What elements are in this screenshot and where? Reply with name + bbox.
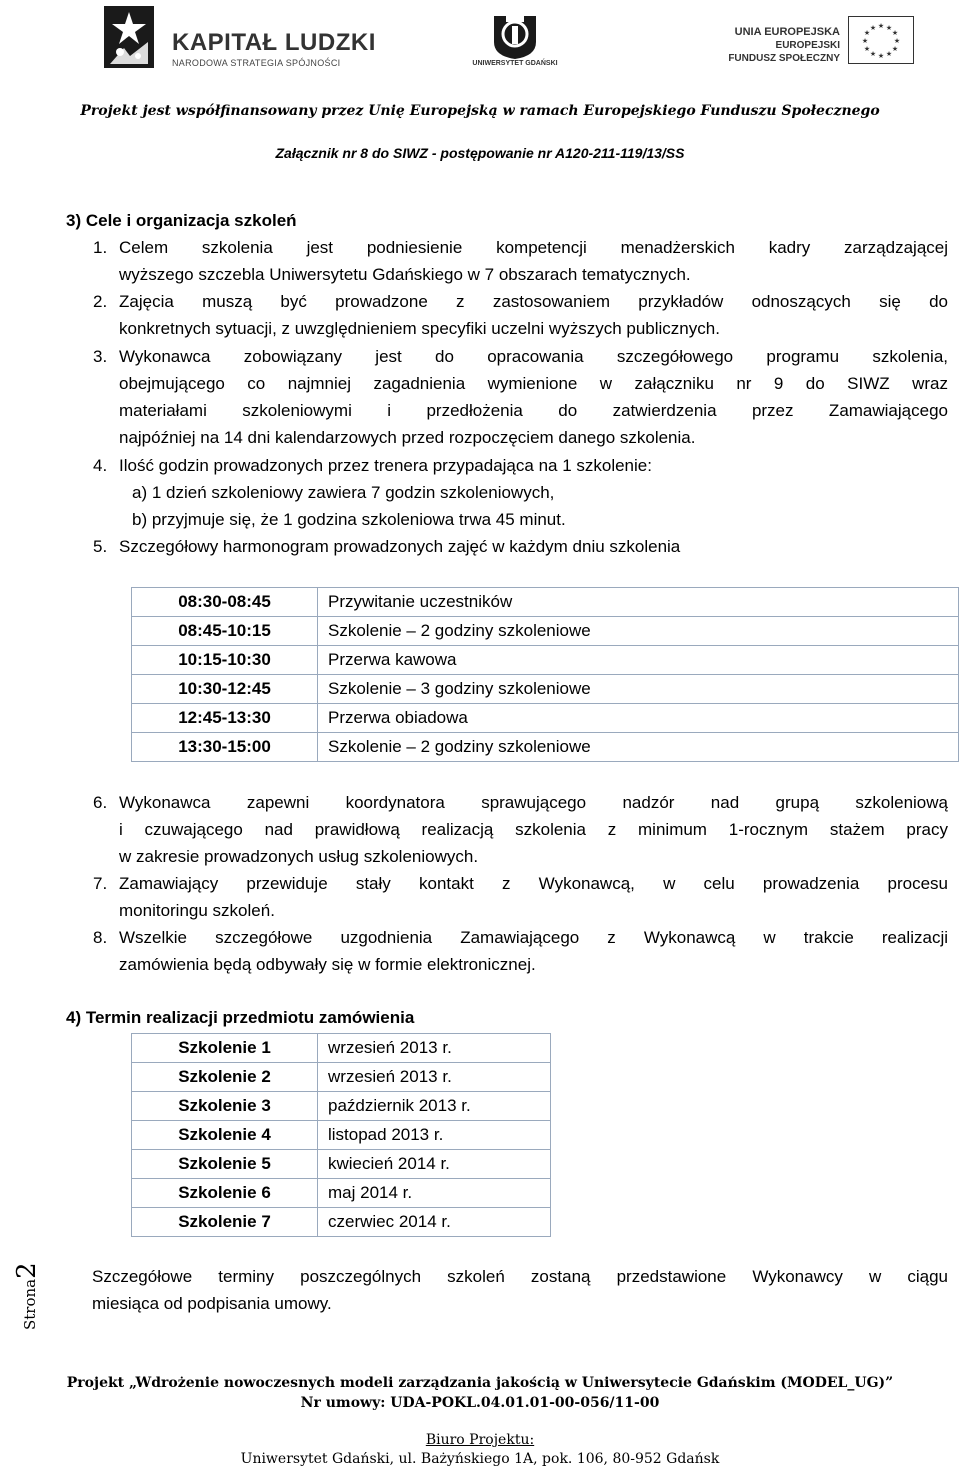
- table-row: [132, 704, 959, 733]
- list-line: Wykonawca zobowiązany jest do opracowania szczegółowego programu szkolenia,: [119, 347, 948, 366]
- table-row: [132, 646, 959, 675]
- table-row: [132, 1121, 551, 1150]
- schedule-time: 08:45-10:15: [132, 617, 318, 646]
- training-date: maj 2014 r.: [318, 1179, 551, 1208]
- list-line: w zakresie prowadzonych usług szkoleniowych.: [119, 847, 479, 866]
- schedule-activity: Szkolenie – 3 godziny szkoleniowe: [318, 675, 959, 704]
- kapital-ludzki-wordmark: [172, 29, 376, 68]
- table-row: [132, 1092, 551, 1121]
- list-item: [93, 789, 948, 870]
- annex-reference: Załącznik nr 8 do SIWZ - postępowanie nr A120-211-119/13/SS: [275, 145, 685, 161]
- list-item: [93, 452, 948, 533]
- svg-text:★: ★: [877, 22, 885, 30]
- svg-text:★: ★: [861, 37, 869, 45]
- schedule-time: 10:15-10:30: [132, 646, 318, 675]
- schedule-time: 12:45-13:30: [132, 704, 318, 733]
- list-item: [93, 533, 948, 560]
- list-line: materiałami szkoleniowymi i przedłożenia do zatwierdzenia przez Zamawiającego: [119, 401, 948, 420]
- list-line: konkretnych sytuacji, z uwzględnieniem specyfiki uczelni wyższych publicznych.: [119, 319, 720, 338]
- svg-text:★: ★: [885, 50, 893, 58]
- kapital-ludzki-logo-icon: [104, 6, 154, 68]
- eu-flag-icon: [848, 16, 914, 64]
- eu-line1: UNIA EUROPEJSKA: [734, 26, 840, 38]
- section-4-title: 4) Termin realizacji przedmiotu zamówienia: [66, 1008, 415, 1027]
- list-line: Wszelkie szczegółowe uzgodnienia Zamawiającego z Wykonawcą w trakcie realizacji: [119, 928, 948, 947]
- eu-line3: FUNDUSZ SPOŁECZNY: [728, 53, 840, 64]
- eu-fund-label: [720, 26, 840, 65]
- university-gdansk-name: UNIWERSYTET GDAŃSKI: [472, 60, 558, 67]
- schedule-activity: Przywitanie uczestników: [318, 588, 959, 617]
- page-label: Strona: [21, 1278, 39, 1330]
- list-line: i czuwającego nad prawidłową realizacją szkolenia z minimum 1-rocznym stażem pracy: [119, 820, 948, 839]
- list-number: 1.: [93, 238, 108, 257]
- svg-text:★: ★: [863, 45, 871, 53]
- kapital-ludzki-subtitle: NARODOWA STRATEGIA SPÓJNOŚCI: [172, 58, 341, 68]
- training-date: wrzesień 2013 r.: [318, 1034, 551, 1063]
- list-line: Szczegółowy harmonogram prowadzonych zajęć w każdym dniu szkolenia: [119, 537, 681, 556]
- table-row: [132, 733, 959, 762]
- schedule-activity: Przerwa obiadowa: [318, 704, 959, 733]
- table-row: [132, 1208, 551, 1237]
- training-date: wrzesień 2013 r.: [318, 1063, 551, 1092]
- list-line: Wykonawca zapewni koordynatora sprawującego nadzór nad grupą szkoleniową: [119, 793, 948, 812]
- dates-table: [131, 1033, 551, 1237]
- section-3-title: 3) Cele i organizacja szkoleń: [66, 211, 297, 230]
- schedule-table: [131, 587, 959, 762]
- svg-text:★: ★: [877, 52, 885, 60]
- list-item: [93, 234, 948, 288]
- training-name: Szkolenie 3: [132, 1092, 318, 1121]
- list-item: [93, 870, 948, 924]
- university-gdansk-emblem-icon: [488, 12, 542, 60]
- footer-address: Uniwersytet Gdański, ul. Bażyńskiego 1A, pok. 106, 80-952 Gdańsk: [240, 1451, 720, 1467]
- svg-text:★: ★: [893, 37, 901, 45]
- training-name: Szkolenie 6: [132, 1179, 318, 1208]
- table-row: [132, 588, 959, 617]
- list-number: 7.: [93, 874, 108, 893]
- page-number: [12, 1240, 42, 1330]
- dates-note: [92, 1263, 948, 1317]
- list-line: Celem szkolenia jest podniesienie kompetencji menadżerskich kadry zarządzającej: [119, 238, 948, 257]
- list-item: [93, 343, 948, 451]
- kapital-ludzki-name: KAPITAŁ LUDZKI: [172, 29, 376, 56]
- list-line: wyższego szczebla Uniwersytetu Gdańskiego w 7 obszarach tematycznych.: [119, 265, 691, 284]
- list-line: obejmującego co najmniej zagadnienia wymienione w załączniku nr 9 do SIWZ wraz: [119, 374, 948, 393]
- list-number: 8.: [93, 928, 108, 947]
- schedule-time: 13:30-15:00: [132, 733, 318, 762]
- page-number-value: 2: [12, 1262, 42, 1279]
- svg-text:★: ★: [869, 50, 877, 58]
- training-date: czerwiec 2014 r.: [318, 1208, 551, 1237]
- list-line: monitoringu szkoleń.: [119, 901, 275, 920]
- training-date: kwiecień 2014 r.: [318, 1150, 551, 1179]
- footer-project: Projekt „Wdrożenie nowoczesnych modeli zarządzania jakością w Uniwersytecie Gdańskim (MODEL_UG)”: [66, 1375, 894, 1391]
- list-number: 6.: [93, 793, 108, 812]
- svg-text:★: ★: [869, 24, 877, 32]
- schedule-activity: Przerwa kawowa: [318, 646, 959, 675]
- list-line: najpóźniej na 14 dni kalendarzowych przed rozpoczęciem danego szkolenia.: [119, 428, 696, 447]
- training-name: Szkolenie 5: [132, 1150, 318, 1179]
- sub-item-b: b) przyjmuje się, że 1 godzina szkoleniowa trwa 45 minut.: [132, 510, 566, 529]
- list-line: Zajęcia muszą być prowadzone z zastosowaniem przykładów odnoszących się do: [119, 292, 948, 311]
- table-row: [132, 1034, 551, 1063]
- svg-text:★: ★: [863, 29, 871, 37]
- list-line: Ilość godzin prowadzonych przez trenera przypadająca na 1 szkolenie:: [119, 456, 652, 475]
- training-name: Szkolenie 7: [132, 1208, 318, 1237]
- table-row: [132, 675, 959, 704]
- table-row: [132, 1150, 551, 1179]
- training-name: Szkolenie 2: [132, 1063, 318, 1092]
- list-number: 4.: [93, 456, 108, 475]
- list-number: 3.: [93, 347, 108, 366]
- schedule-activity: Szkolenie – 2 godziny szkoleniowe: [318, 733, 959, 762]
- sub-item-a: a) 1 dzień szkoleniowy zawiera 7 godzin szkoleniowych,: [132, 483, 555, 502]
- table-row: [132, 1063, 551, 1092]
- training-date: listopad 2013 r.: [318, 1121, 551, 1150]
- table-row: [132, 1179, 551, 1208]
- svg-text:★: ★: [885, 24, 893, 32]
- table-row: [132, 617, 959, 646]
- list-item: [93, 288, 948, 342]
- svg-text:★: ★: [891, 45, 899, 53]
- list-line: Zamawiający przewiduje stały kontakt z Wykonawcą, w celu prowadzenia procesu: [119, 874, 948, 893]
- footer-office-label: Biuro Projektu:: [425, 1432, 535, 1448]
- list-line: zamówienia będą odbywały się w formie elektronicznej.: [119, 955, 536, 974]
- note-line: miesiąca od podpisania umowy.: [92, 1294, 332, 1313]
- training-name: Szkolenie 1: [132, 1034, 318, 1063]
- schedule-time: 08:30-08:45: [132, 588, 318, 617]
- note-line: Szczegółowe terminy poszczególnych szkoleń zostaną przedstawione Wykonawcy w ciągu: [92, 1267, 948, 1286]
- schedule-time: 10:30-12:45: [132, 675, 318, 704]
- schedule-activity: Szkolenie – 2 godziny szkoleniowe: [318, 617, 959, 646]
- cofinancing-statement: Projekt jest współfinansowany przez Unię Europejską w ramach Europejskiego Funduszu Społecznego: [80, 103, 880, 119]
- svg-text:★: ★: [891, 29, 899, 37]
- list-number: 2.: [93, 292, 108, 311]
- list-number: 5.: [93, 537, 108, 556]
- training-name: Szkolenie 4: [132, 1121, 318, 1150]
- eu-line2: EUROPEJSKI: [775, 40, 840, 51]
- header-logos: [0, 0, 960, 92]
- list-item: [93, 924, 948, 978]
- footer-contract: Nr umowy: UDA-POKL.04.01.01-00-056/11-00: [300, 1395, 660, 1411]
- training-date: październik 2013 r.: [318, 1092, 551, 1121]
